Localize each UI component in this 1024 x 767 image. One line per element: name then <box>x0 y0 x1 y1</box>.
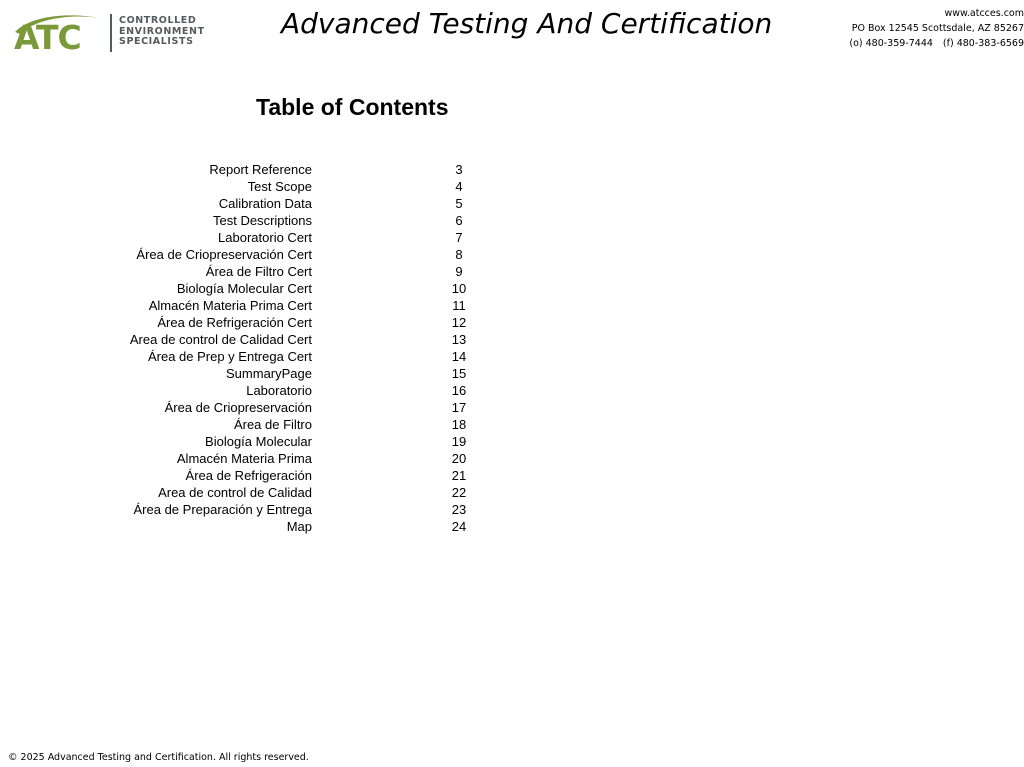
toc-title: Table of Contents <box>256 94 449 120</box>
toc-entry[interactable] <box>0 212 520 229</box>
toc-entry[interactable] <box>0 518 520 535</box>
toc-entry-page: 24 <box>451 519 467 534</box>
toc-entry[interactable] <box>0 450 520 467</box>
toc-entry-page: 7 <box>455 230 463 245</box>
toc-entry-label: Test Scope <box>247 179 312 194</box>
fax-number: (f) 480-383-6569 <box>942 38 1024 49</box>
toc-entry-page: 6 <box>455 213 463 228</box>
toc-entry-label: Area de control de Calidad <box>158 485 312 500</box>
toc-entry-label: Área de Criopreservación <box>164 400 312 415</box>
toc-entry-page: 10 <box>451 281 467 296</box>
toc-entry[interactable] <box>0 484 520 501</box>
toc-entry-page: 4 <box>455 179 463 194</box>
toc-entry-label: Área de Refrigeración <box>185 468 312 483</box>
toc-entry-page: 8 <box>455 247 463 262</box>
website-link[interactable]: www.atcces.com <box>944 8 1024 19</box>
toc-entry[interactable] <box>0 161 520 178</box>
toc-entry-label: Área de Criopreservación Cert <box>136 247 312 262</box>
toc-entry[interactable] <box>0 314 520 331</box>
toc-entry-page: 15 <box>451 366 467 381</box>
tagline-line-3: SPECIALISTS <box>119 36 194 47</box>
toc-entry[interactable] <box>0 178 520 195</box>
tagline-line-2: ENVIRONMENT <box>119 25 205 37</box>
toc-entry[interactable] <box>0 365 520 382</box>
toc-entry-label: Biología Molecular <box>205 434 312 449</box>
phone-numbers <box>784 36 1024 51</box>
toc-entry-page: 19 <box>451 434 467 449</box>
toc-entry[interactable] <box>0 195 520 212</box>
toc-entry-page: 17 <box>451 400 467 415</box>
toc-entry[interactable] <box>0 399 520 416</box>
toc-entry-label: Map <box>286 519 312 534</box>
toc-entry[interactable] <box>0 331 520 348</box>
copyright-footer: © 2025 Advanced Testing and Certification. All rights reserved. <box>8 752 309 763</box>
toc-entry-label: Report Reference <box>209 162 312 177</box>
toc-entry-page: 22 <box>451 485 467 500</box>
toc-entry[interactable] <box>0 467 520 484</box>
toc-list <box>0 161 520 535</box>
toc-entry-label: Test Descriptions <box>213 213 312 228</box>
toc-entry-page: 12 <box>451 315 467 330</box>
toc-entry[interactable] <box>0 280 520 297</box>
toc-entry[interactable] <box>0 246 520 263</box>
toc-entry-label: Almacén Materia Prima <box>176 451 312 466</box>
toc-entry-label: Calibration Data <box>218 196 312 211</box>
mailing-address: PO Box 12545 Scottsdale, AZ 85267 <box>851 23 1024 34</box>
toc-entry-page: 16 <box>451 383 467 398</box>
toc-entry-label: Área de Prep y Entrega Cert <box>147 349 312 364</box>
toc-entry[interactable] <box>0 433 520 450</box>
toc-entry[interactable] <box>0 382 520 399</box>
toc-entry-label: Área de Filtro Cert <box>205 264 312 279</box>
toc-entry-page: 14 <box>451 349 467 364</box>
toc-entry-page: 3 <box>455 162 463 177</box>
toc-entry-page: 23 <box>451 502 467 517</box>
toc-entry-page: 5 <box>455 196 463 211</box>
toc-entry[interactable] <box>0 416 520 433</box>
toc-entry-page: 9 <box>455 264 463 279</box>
toc-entry[interactable] <box>0 348 520 365</box>
toc-entry-page: 13 <box>451 332 467 347</box>
toc-entry-label: Área de Filtro <box>233 417 312 432</box>
company-tagline <box>119 16 205 48</box>
toc-entry-label: Almacén Materia Prima Cert <box>148 298 312 313</box>
tagline-line-1: CONTROLLED <box>119 15 197 26</box>
toc-entry-label: Área de Preparación y Entrega <box>133 502 312 517</box>
toc-entry-label: Laboratorio <box>246 383 312 398</box>
toc-entry-label: Laboratorio Cert <box>218 230 312 245</box>
toc-entry-page: 11 <box>452 298 466 313</box>
toc-entry-page: 20 <box>451 451 467 466</box>
toc-entry-page: 21 <box>451 468 467 483</box>
toc-entry[interactable] <box>0 229 520 246</box>
toc-entry[interactable] <box>0 501 520 518</box>
toc-entry-label: SummaryPage <box>226 366 312 381</box>
office-phone: (o) 480-359-7444 <box>849 38 933 49</box>
toc-entry-page: 18 <box>451 417 467 432</box>
toc-entry[interactable] <box>0 263 520 280</box>
toc-entry[interactable] <box>0 297 520 314</box>
toc-entry-label: Biología Molecular Cert <box>176 281 312 296</box>
logo-text: ATC <box>14 18 81 56</box>
toc-entry-label: Area de control de Calidad Cert <box>129 332 312 347</box>
toc-entry-label: Área de Refrigeración Cert <box>157 315 312 330</box>
contact-block <box>784 6 1024 51</box>
page-header-title: Advanced Testing And Certification <box>281 7 773 40</box>
